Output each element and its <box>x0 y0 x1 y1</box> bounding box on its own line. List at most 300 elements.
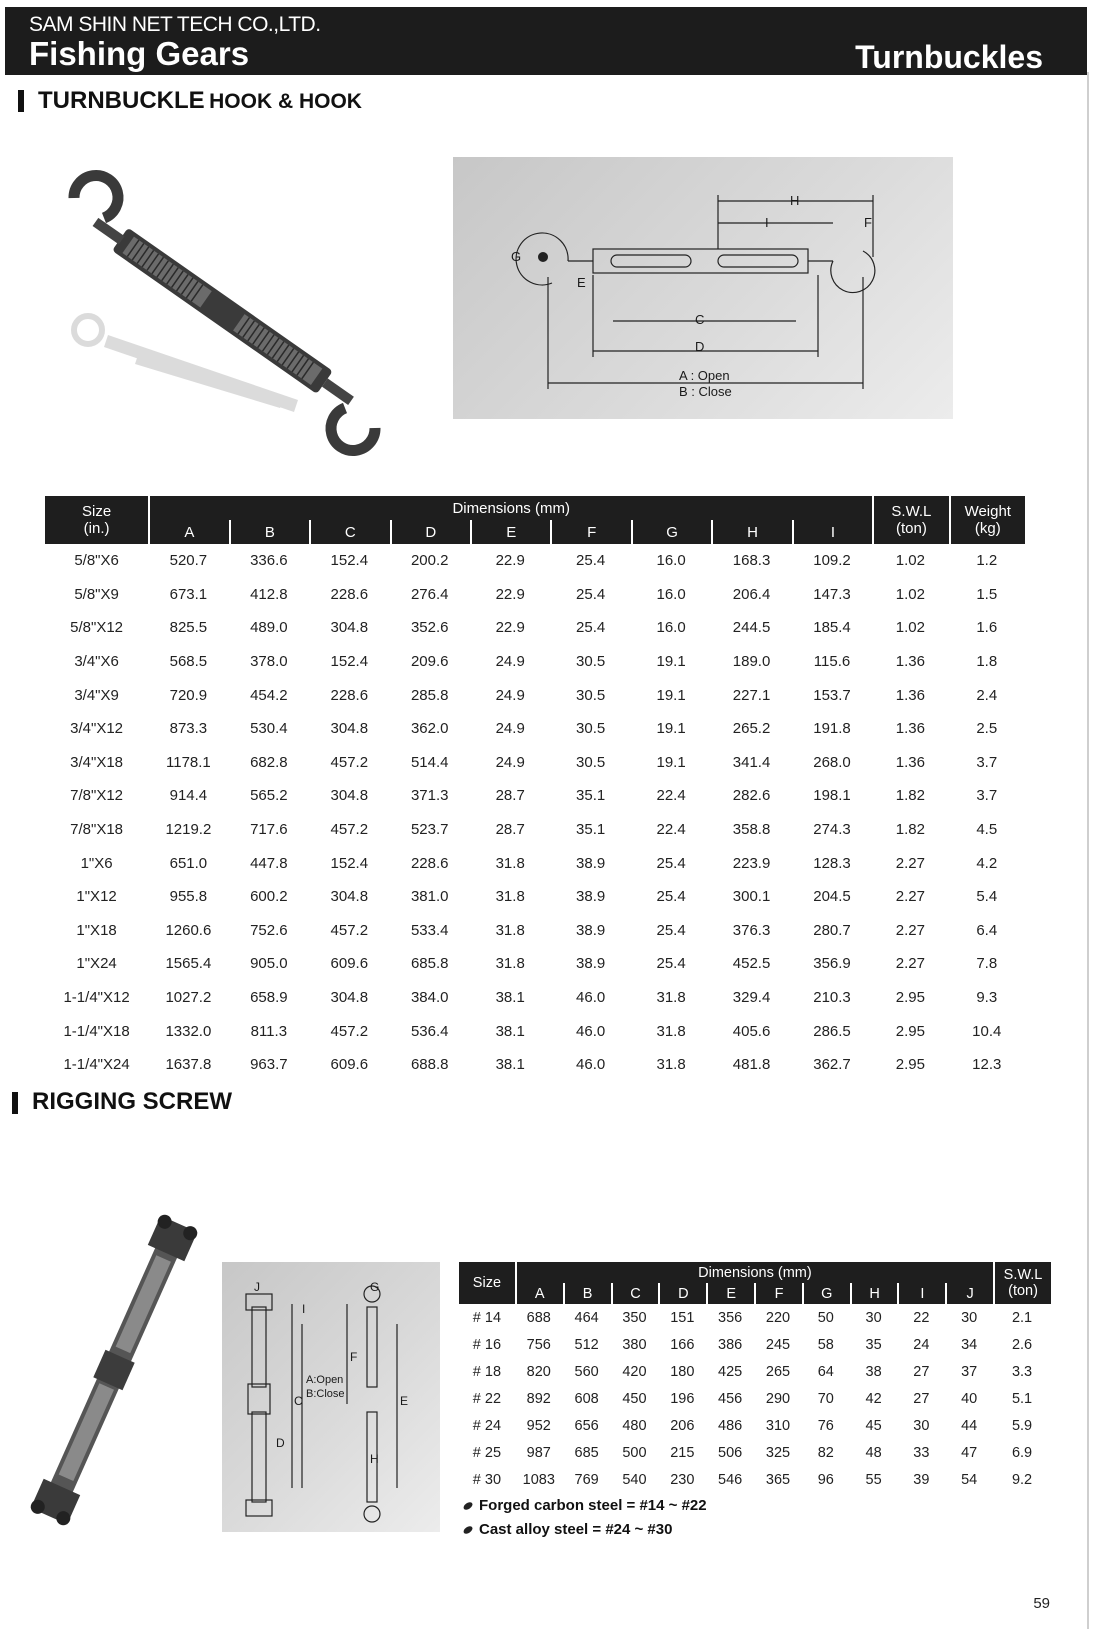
table-row <box>459 1304 1051 1331</box>
bullet-icon <box>462 1525 474 1536</box>
value-cell: 4.2 <box>976 854 998 872</box>
value-cell: 25.4 <box>656 921 686 939</box>
value-cell: 46.0 <box>576 989 606 1007</box>
value-cell: 38.1 <box>495 1022 525 1040</box>
value-cell: 189.0 <box>732 653 771 671</box>
value-cell: 47 <box>961 1444 978 1461</box>
table-row <box>45 1014 1025 1048</box>
size-header: Size <box>459 1262 515 1304</box>
value-cell: 358.8 <box>732 821 771 839</box>
value-cell: 1637.8 <box>165 1056 212 1074</box>
value-cell: 200.2 <box>410 552 449 570</box>
table-row <box>45 645 1025 679</box>
section-title-main: TURNBUCKLE <box>38 87 205 114</box>
value-cell: 5.4 <box>976 888 998 906</box>
size-header-line2: (in.) <box>83 520 110 537</box>
value-cell: 1.6 <box>976 619 998 637</box>
table-row <box>459 1412 1051 1439</box>
value-cell: 4.5 <box>976 821 998 839</box>
value-cell: 152.4 <box>330 552 369 570</box>
value-cell: 58 <box>817 1336 834 1353</box>
value-cell: 10.4 <box>972 1022 1002 1040</box>
value-cell: 905.0 <box>250 955 288 973</box>
value-cell: 31.8 <box>656 989 686 1007</box>
value-cell: 230 <box>670 1471 695 1488</box>
value-cell: 209.6 <box>410 653 449 671</box>
table-row <box>459 1358 1051 1385</box>
value-cell: 215 <box>670 1444 695 1461</box>
value-cell: 286.5 <box>813 1022 851 1040</box>
value-cell: 55 <box>865 1471 882 1488</box>
value-cell: 30.5 <box>576 720 606 738</box>
value-cell: 447.8 <box>250 854 288 872</box>
value-cell: 25.4 <box>576 619 606 637</box>
value-cell: 457.2 <box>330 821 369 839</box>
value-cell: 204.5 <box>813 888 851 906</box>
table-row <box>459 1331 1051 1358</box>
turnbuckle-photo <box>48 150 398 470</box>
value-cell: 608 <box>574 1390 599 1407</box>
value-cell: 223.9 <box>732 854 771 872</box>
page-title: Turnbuckles <box>855 39 1043 75</box>
weight-header <box>949 496 1025 544</box>
dimensions-header: Dimensions (mm) <box>515 1262 993 1283</box>
label-close: B : Close <box>679 384 732 399</box>
section-title-sub: HOOK & HOOK <box>209 90 362 113</box>
value-cell: 1.36 <box>895 720 925 738</box>
value-cell: 228.6 <box>410 854 449 872</box>
column-header-c: C <box>309 520 389 544</box>
table-row <box>45 947 1025 981</box>
value-cell: 456 <box>718 1390 743 1407</box>
value-cell: 35 <box>865 1336 882 1353</box>
value-cell: 166 <box>670 1336 695 1353</box>
value-cell: 486 <box>718 1417 743 1434</box>
size-cell: 7/8"X12 <box>70 787 124 805</box>
value-cell: 2.5 <box>976 720 998 738</box>
table-row <box>45 544 1025 578</box>
value-cell: 180 <box>670 1363 695 1380</box>
value-cell: 7.8 <box>976 955 998 973</box>
value-cell: 35.1 <box>576 821 606 839</box>
value-cell: 5.1 <box>1011 1390 1033 1407</box>
value-cell: 300.1 <box>732 888 771 906</box>
value-cell: 50 <box>817 1309 834 1326</box>
value-cell: 304.8 <box>330 787 369 805</box>
bullet-icon <box>462 1501 474 1512</box>
value-cell: 329.4 <box>732 989 771 1007</box>
column-header-d: D <box>658 1283 706 1304</box>
label-close: B:Close <box>306 1388 345 1400</box>
value-cell: 24.9 <box>495 753 525 771</box>
material-note-forged-text: Forged carbon steel = #14 ~ #22 <box>479 1497 707 1514</box>
value-cell: 45 <box>865 1417 882 1434</box>
table-row <box>45 1048 1025 1082</box>
value-cell: 362.7 <box>813 1056 851 1074</box>
value-cell: 656 <box>574 1417 599 1434</box>
value-cell: 457.2 <box>330 921 369 939</box>
value-cell: 540 <box>622 1471 647 1488</box>
value-cell: 1.36 <box>895 653 925 671</box>
value-cell: 304.8 <box>330 720 369 738</box>
value-cell: 420 <box>622 1363 647 1380</box>
label-c: C <box>695 312 705 327</box>
value-cell: 560 <box>574 1363 599 1380</box>
value-cell: 38 <box>865 1363 882 1380</box>
value-cell: 196 <box>670 1390 695 1407</box>
value-cell: 565.2 <box>250 787 288 805</box>
value-cell: 651.0 <box>169 854 208 872</box>
value-cell: 37 <box>961 1363 978 1380</box>
value-cell: 245 <box>765 1336 791 1353</box>
value-cell: 514.4 <box>410 753 449 771</box>
table-row <box>45 846 1025 880</box>
value-cell: 2.27 <box>895 854 925 872</box>
value-cell: 536.4 <box>410 1022 449 1040</box>
value-cell: 191.8 <box>813 720 851 738</box>
value-cell: 454.2 <box>250 686 288 704</box>
value-cell: 825.5 <box>169 619 208 637</box>
value-cell: 168.3 <box>732 552 771 570</box>
value-cell: 25.4 <box>656 955 686 973</box>
value-cell: 24.9 <box>495 720 525 738</box>
section-title-main: RIGGING SCREW <box>32 1088 233 1115</box>
value-cell: 381.0 <box>410 888 449 906</box>
category-title: Fishing Gears <box>29 35 250 72</box>
page-header <box>5 7 1087 75</box>
value-cell: 457.2 <box>330 753 369 771</box>
value-cell: 280.7 <box>813 921 851 939</box>
value-cell: 274.3 <box>813 821 851 839</box>
size-cell: 3/4"X9 <box>74 686 119 704</box>
weight-header-line2: (kg) <box>974 520 1001 537</box>
value-cell: 19.1 <box>656 653 686 671</box>
label-open: A : Open <box>679 368 730 383</box>
value-cell: 523.7 <box>410 821 449 839</box>
value-cell: 22.9 <box>495 619 525 637</box>
company-name: SAM SHIN NET TECH CO.,LTD. <box>29 13 321 36</box>
value-cell: 673.1 <box>169 585 208 603</box>
rigging-screw-diagram <box>222 1262 440 1532</box>
value-cell: 22 <box>913 1309 930 1326</box>
label-i: I <box>302 1302 306 1316</box>
value-cell: 873.3 <box>169 720 208 738</box>
value-cell: 38.9 <box>576 921 606 939</box>
value-cell: 30 <box>865 1309 882 1326</box>
material-note-cast-text: Cast alloy steel = #24 ~ #30 <box>479 1521 673 1538</box>
value-cell: 19.1 <box>656 753 686 771</box>
label-i: I <box>765 215 769 230</box>
size-cell: 7/8"X18 <box>70 821 124 839</box>
label-d: D <box>695 339 705 354</box>
table-row <box>45 678 1025 712</box>
value-cell: 2.27 <box>895 955 925 973</box>
turnbuckle-diagram <box>453 157 953 419</box>
value-cell: 147.3 <box>813 585 851 603</box>
table-row <box>45 914 1025 948</box>
value-cell: 35.1 <box>576 787 606 805</box>
column-header-i: I <box>897 1283 945 1304</box>
label-f: F <box>350 1350 358 1364</box>
table-row <box>45 779 1025 813</box>
value-cell: 955.8 <box>169 888 208 906</box>
value-cell: 2.27 <box>895 921 925 939</box>
table-row <box>45 746 1025 780</box>
section-marker <box>18 90 24 112</box>
value-cell: 39 <box>913 1471 930 1488</box>
label-g: G <box>511 249 522 264</box>
value-cell: 720.9 <box>169 686 208 704</box>
right-edge-rule <box>1087 72 1089 1629</box>
value-cell: 914.4 <box>169 787 208 805</box>
value-cell: 2.95 <box>895 989 925 1007</box>
value-cell: 48 <box>865 1444 882 1461</box>
value-cell: 46.0 <box>576 1022 606 1040</box>
size-cell: 3/4"X6 <box>74 653 119 671</box>
value-cell: 512 <box>574 1336 599 1353</box>
value-cell: 685.8 <box>410 955 449 973</box>
size-cell: # 24 <box>472 1417 502 1434</box>
value-cell: 520.7 <box>169 552 208 570</box>
label-e: E <box>400 1394 409 1408</box>
value-cell: 341.4 <box>732 753 771 771</box>
value-cell: 356.9 <box>813 955 851 973</box>
swl-header-line2: (ton) <box>1008 1283 1038 1299</box>
size-header-line1: Size <box>81 503 112 520</box>
value-cell: 412.8 <box>250 585 288 603</box>
value-cell: 128.3 <box>813 854 851 872</box>
value-cell: 153.7 <box>813 686 851 704</box>
swl-header-line1: S.W.L <box>1003 1267 1043 1283</box>
value-cell: 489.0 <box>250 619 288 637</box>
value-cell: 19.1 <box>656 720 686 738</box>
value-cell: 457.2 <box>330 1022 369 1040</box>
value-cell: 30.5 <box>576 653 606 671</box>
value-cell: 38.1 <box>495 989 525 1007</box>
label-f: F <box>864 215 872 230</box>
column-header-c: C <box>611 1283 659 1304</box>
value-cell: 290 <box>765 1390 791 1407</box>
value-cell: 28.7 <box>495 821 525 839</box>
column-header-i: I <box>792 520 872 544</box>
value-cell: 600.2 <box>250 888 288 906</box>
value-cell: 30 <box>913 1417 930 1434</box>
value-cell: 206 <box>670 1417 695 1434</box>
value-cell: 285.8 <box>410 686 449 704</box>
value-cell: 25.4 <box>576 585 606 603</box>
value-cell: 717.6 <box>250 821 288 839</box>
value-cell: 752.6 <box>250 921 288 939</box>
value-cell: 1.02 <box>895 585 925 603</box>
dimensions-header: Dimensions (mm) <box>148 496 872 520</box>
value-cell: 1.36 <box>895 686 925 704</box>
value-cell: 27 <box>913 1363 930 1380</box>
value-cell: 210.3 <box>813 989 851 1007</box>
value-cell: 38.9 <box>576 888 606 906</box>
section-title-rigging-screw <box>32 1088 232 1116</box>
value-cell: 228.6 <box>330 585 369 603</box>
value-cell: 265.2 <box>732 720 771 738</box>
value-cell: 22.9 <box>495 552 525 570</box>
value-cell: 304.8 <box>330 619 369 637</box>
value-cell: 688 <box>526 1309 551 1326</box>
value-cell: 1178.1 <box>166 753 211 771</box>
value-cell: 1565.4 <box>165 955 212 973</box>
value-cell: 892 <box>526 1390 551 1407</box>
value-cell: 16.0 <box>656 585 686 603</box>
value-cell: 356 <box>718 1309 743 1326</box>
table-row <box>45 611 1025 645</box>
value-cell: 5.9 <box>1011 1417 1033 1434</box>
size-cell: 1"X24 <box>76 955 117 973</box>
value-cell: 6.9 <box>1011 1444 1033 1461</box>
value-cell: 282.6 <box>732 787 771 805</box>
value-cell: 820 <box>526 1363 551 1380</box>
column-header-g: G <box>802 1283 850 1304</box>
value-cell: 38.9 <box>576 955 606 973</box>
table-row <box>45 578 1025 612</box>
value-cell: 325 <box>765 1444 791 1461</box>
table-row <box>459 1385 1051 1412</box>
label-h: H <box>790 193 800 208</box>
value-cell: 1.82 <box>895 787 925 805</box>
value-cell: 198.1 <box>813 787 851 805</box>
value-cell: 27 <box>913 1390 930 1407</box>
column-header-a: A <box>148 520 228 544</box>
value-cell: 25.4 <box>656 854 686 872</box>
value-cell: 1332.0 <box>165 1022 212 1040</box>
column-header-b: B <box>563 1283 611 1304</box>
column-header-h: H <box>850 1283 898 1304</box>
value-cell: 31.8 <box>495 955 525 973</box>
value-cell: 244.5 <box>732 619 771 637</box>
value-cell: 70 <box>817 1390 834 1407</box>
size-header <box>45 496 148 544</box>
value-cell: 682.8 <box>250 753 288 771</box>
value-cell: 38.9 <box>576 854 606 872</box>
value-cell: 33 <box>913 1444 930 1461</box>
value-cell: 568.5 <box>169 653 208 671</box>
value-cell: 405.6 <box>732 1022 771 1040</box>
size-cell: 1"X18 <box>76 921 117 939</box>
label-c: C <box>294 1394 303 1408</box>
size-cell: # 30 <box>472 1471 502 1488</box>
swl-header <box>993 1262 1051 1304</box>
value-cell: 54 <box>961 1471 978 1488</box>
value-cell: 2.6 <box>1011 1336 1033 1353</box>
column-header-f: F <box>550 520 630 544</box>
value-cell: 9.3 <box>976 989 998 1007</box>
table-row <box>45 981 1025 1015</box>
value-cell: 22.4 <box>656 787 686 805</box>
label-j: J <box>254 1280 260 1294</box>
value-cell: 220 <box>765 1309 791 1326</box>
size-cell: # 16 <box>472 1336 502 1353</box>
section-title-turnbuckle <box>38 87 362 115</box>
value-cell: 185.4 <box>813 619 851 637</box>
value-cell: 3.7 <box>976 787 998 805</box>
size-cell: 5/8"X12 <box>70 619 124 637</box>
value-cell: 450 <box>622 1390 647 1407</box>
value-cell: 16.0 <box>656 552 686 570</box>
value-cell: 1083 <box>522 1471 555 1488</box>
label-e: E <box>577 275 586 290</box>
value-cell: 952 <box>526 1417 551 1434</box>
size-cell: # 25 <box>472 1444 502 1461</box>
value-cell: 16.0 <box>656 619 686 637</box>
value-cell: 268.0 <box>813 753 851 771</box>
size-cell: # 22 <box>472 1390 502 1407</box>
value-cell: 688.8 <box>410 1056 449 1074</box>
value-cell: 2.95 <box>895 1022 925 1040</box>
value-cell: 25.4 <box>576 552 606 570</box>
size-cell: # 18 <box>472 1363 502 1380</box>
value-cell: 109.2 <box>813 552 851 570</box>
value-cell: 658.9 <box>250 989 288 1007</box>
value-cell: 350 <box>622 1309 647 1326</box>
label-open: A:Open <box>306 1374 344 1386</box>
value-cell: 1.02 <box>895 552 925 570</box>
value-cell: 82 <box>817 1444 834 1461</box>
column-header-h: H <box>711 520 791 544</box>
rigging-screw-spec-table <box>459 1262 1051 1493</box>
value-cell: 2.95 <box>895 1056 925 1074</box>
value-cell: 304.8 <box>330 888 369 906</box>
value-cell: 44 <box>961 1417 978 1434</box>
value-cell: 500 <box>622 1444 647 1461</box>
table-row <box>459 1439 1051 1466</box>
value-cell: 336.6 <box>250 552 288 570</box>
value-cell: 1.2 <box>976 552 998 570</box>
value-cell: 380 <box>622 1336 647 1353</box>
material-note-forged <box>463 1497 707 1514</box>
rigging-screw-photo <box>14 1200 214 1540</box>
value-cell: 1.36 <box>895 753 925 771</box>
material-note-cast <box>463 1521 672 1538</box>
value-cell: 386 <box>718 1336 743 1353</box>
table-row <box>45 712 1025 746</box>
size-cell: 1-1/4"X12 <box>63 989 130 1007</box>
swl-header-line2: (ton) <box>895 520 927 537</box>
value-cell: 22.4 <box>656 821 686 839</box>
value-cell: 546 <box>718 1471 743 1488</box>
value-cell: 12.3 <box>972 1056 1002 1074</box>
value-cell: 352.6 <box>410 619 449 637</box>
value-cell: 1.5 <box>976 585 998 603</box>
value-cell: 480 <box>622 1417 647 1434</box>
value-cell: 609.6 <box>330 955 369 973</box>
value-cell: 24 <box>913 1336 930 1353</box>
page-number: 59 <box>1033 1595 1050 1612</box>
size-cell: # 14 <box>472 1309 502 1326</box>
section-marker <box>12 1092 18 1114</box>
value-cell: 22.9 <box>495 585 525 603</box>
value-cell: 228.6 <box>330 686 369 704</box>
table-row <box>459 1466 1051 1493</box>
value-cell: 31.8 <box>656 1022 686 1040</box>
value-cell: 464 <box>574 1309 599 1326</box>
column-header-a: A <box>515 1283 563 1304</box>
value-cell: 152.4 <box>330 653 369 671</box>
turnbuckle-spec-table <box>45 496 1025 1082</box>
value-cell: 1260.6 <box>165 921 212 939</box>
value-cell: 2.1 <box>1011 1309 1033 1326</box>
label-h: H <box>370 1452 379 1466</box>
table-row <box>45 813 1025 847</box>
column-header-b: B <box>229 520 309 544</box>
value-cell: 1.8 <box>976 653 998 671</box>
size-cell: 1-1/4"X24 <box>63 1056 130 1074</box>
